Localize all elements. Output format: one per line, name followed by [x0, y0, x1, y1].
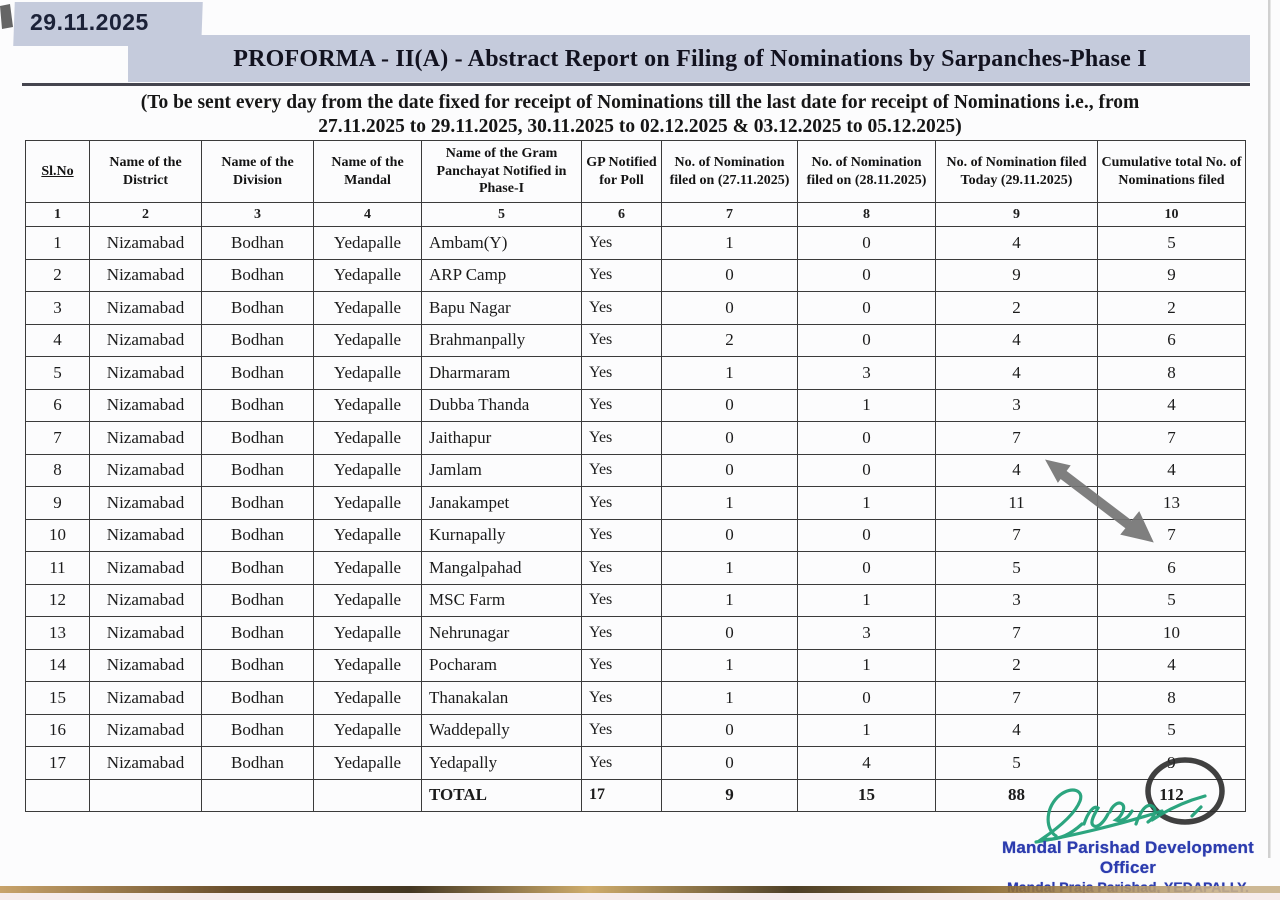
table-cell: Bodhan: [202, 324, 314, 357]
table-row: [26, 324, 1246, 357]
table-cell: Ambam(Y): [422, 227, 582, 260]
table-cell: Nizamabad: [90, 747, 202, 780]
table-cell: 0: [798, 682, 936, 715]
table-cell: 17: [582, 779, 662, 812]
column-number-cell: 10: [1098, 203, 1246, 227]
table-cell: Yedapalle: [314, 747, 422, 780]
scan-date: 29.11.2025: [30, 9, 149, 35]
table-cell: Yes: [582, 227, 662, 260]
table-cell: 0: [798, 552, 936, 585]
stamp-designation: Mandal Parishad Development Officer: [1002, 838, 1254, 877]
table-cell: Yes: [582, 649, 662, 682]
table-cell: Bodhan: [202, 227, 314, 260]
column-number-cell: 3: [202, 203, 314, 227]
table-cell: 7: [1098, 519, 1246, 552]
table-cell: 1: [662, 584, 798, 617]
table-row: [26, 487, 1246, 520]
table-cell: 3: [936, 584, 1098, 617]
table-cell: Yes: [582, 422, 662, 455]
table-cell: Bodhan: [202, 422, 314, 455]
table-cell: 1: [798, 487, 936, 520]
table-cell: 1: [662, 552, 798, 585]
table-cell: Nizamabad: [90, 714, 202, 747]
table-cell: Nizamabad: [90, 227, 202, 260]
table-cell: 12: [26, 584, 90, 617]
table-cell: 2: [936, 292, 1098, 325]
table-cell: 0: [798, 422, 936, 455]
table-cell: Bapu Nagar: [422, 292, 582, 325]
column-number-cell: 6: [582, 203, 662, 227]
table-cell: Yes: [582, 552, 662, 585]
table-cell: 6: [1098, 552, 1246, 585]
table-cell: 5: [1098, 227, 1246, 260]
table-cell: 7: [936, 519, 1098, 552]
table-cell: 1: [798, 714, 936, 747]
table-cell: Yes: [582, 584, 662, 617]
table-cell: 0: [798, 519, 936, 552]
table-cell: 1: [662, 682, 798, 715]
table-cell: Yes: [582, 324, 662, 357]
table-cell: Bodhan: [202, 519, 314, 552]
table-cell: Yedapalle: [314, 227, 422, 260]
table-cell: [90, 779, 202, 812]
table-cell: Nehrunagar: [422, 617, 582, 650]
table-cell: Dubba Thanda: [422, 389, 582, 422]
table-cell: 5: [1098, 714, 1246, 747]
column-number-cell: 1: [26, 203, 90, 227]
table-cell: 1: [798, 649, 936, 682]
table-cell: 4: [936, 227, 1098, 260]
table-cell: Nizamabad: [90, 682, 202, 715]
table-cell: Mangalpahad: [422, 552, 582, 585]
column-number-cell: 4: [314, 203, 422, 227]
table-cell: Bodhan: [202, 454, 314, 487]
table-cell: 0: [662, 389, 798, 422]
table-cell: Nizamabad: [90, 617, 202, 650]
table-cell: Bodhan: [202, 584, 314, 617]
table-cell: Dharmaram: [422, 357, 582, 390]
table-cell: Bodhan: [202, 357, 314, 390]
table-row: [26, 747, 1246, 780]
table-cell: 0: [798, 259, 936, 292]
table-cell: 0: [662, 422, 798, 455]
table-cell: Yedapalle: [314, 682, 422, 715]
table-cell: Yedapalle: [314, 714, 422, 747]
table-cell: 1: [662, 649, 798, 682]
table-cell: Yes: [582, 357, 662, 390]
table-cell: Nizamabad: [90, 422, 202, 455]
table-cell: 1: [798, 584, 936, 617]
table-cell: 17: [26, 747, 90, 780]
table-cell: Yedapalle: [314, 259, 422, 292]
table-cell: 11: [936, 487, 1098, 520]
table-cell: Yes: [582, 389, 662, 422]
table-cell: 4: [26, 324, 90, 357]
total-row: [26, 779, 1246, 812]
table-cell: 11: [26, 552, 90, 585]
table-cell: Yedapally: [422, 747, 582, 780]
column-header: No. of Nomination filed on (28.11.2025): [798, 141, 936, 203]
table-cell: Nizamabad: [90, 584, 202, 617]
table-cell: 3: [798, 617, 936, 650]
table-cell: Nizamabad: [90, 389, 202, 422]
table-cell: 4: [1098, 649, 1246, 682]
nominations-table: [25, 140, 1246, 812]
table-cell: TOTAL: [422, 779, 582, 812]
table-cell: 5: [936, 552, 1098, 585]
table-cell: Yedapalle: [314, 324, 422, 357]
table-row: [26, 422, 1246, 455]
table-cell: 6: [26, 389, 90, 422]
table-cell: Nizamabad: [90, 292, 202, 325]
table-cell: Nizamabad: [90, 259, 202, 292]
table-head: [26, 141, 1246, 227]
table-cell: 2: [26, 259, 90, 292]
table-cell: 1: [662, 487, 798, 520]
table-cell: 2: [1098, 292, 1246, 325]
column-number-row: [26, 203, 1246, 227]
table-cell: 0: [662, 292, 798, 325]
table-cell: Bodhan: [202, 682, 314, 715]
table-row: [26, 389, 1246, 422]
table-cell: Bodhan: [202, 747, 314, 780]
report-subtitle: [0, 91, 1280, 139]
table-row: [26, 682, 1246, 715]
column-number-cell: 7: [662, 203, 798, 227]
table-cell: 16: [26, 714, 90, 747]
table-cell: Yes: [582, 519, 662, 552]
table-cell: Jaithapur: [422, 422, 582, 455]
table-cell: 8: [1098, 357, 1246, 390]
table-cell: 0: [798, 292, 936, 325]
table-cell: Nizamabad: [90, 324, 202, 357]
table-row: [26, 714, 1246, 747]
table-cell: 1: [662, 227, 798, 260]
table-cell: 4: [1098, 389, 1246, 422]
table-cell: [314, 779, 422, 812]
table-cell: 0: [798, 454, 936, 487]
column-header: GP Notified for Poll: [582, 141, 662, 203]
column-number-cell: 9: [936, 203, 1098, 227]
table-cell: 1: [26, 227, 90, 260]
table-cell: 7: [936, 617, 1098, 650]
table-cell: Thanakalan: [422, 682, 582, 715]
table-cell: Brahmanpally: [422, 324, 582, 357]
table-cell: 13: [1098, 487, 1246, 520]
table-cell: 112: [1098, 779, 1246, 812]
table-cell: 4: [936, 714, 1098, 747]
table-cell: 0: [662, 747, 798, 780]
table-cell: Bodhan: [202, 552, 314, 585]
table-cell: 14: [26, 649, 90, 682]
table-cell: 3: [798, 357, 936, 390]
table-cell: Bodhan: [202, 617, 314, 650]
table-cell: ARP Camp: [422, 259, 582, 292]
table-cell: 1: [662, 357, 798, 390]
column-header: Name of the Gram Panchayat Notified in Phase-I: [422, 141, 582, 203]
table-cell: 2: [662, 324, 798, 357]
subtitle-line-1: (To be sent every day from the date fixed for receipt of Nominations till the last date for receipt of Nominations i.e., from: [140, 92, 1140, 113]
table-cell: Nizamabad: [90, 649, 202, 682]
table-cell: 0: [662, 617, 798, 650]
table-row: [26, 519, 1246, 552]
table-row: [26, 584, 1246, 617]
table-cell: Nizamabad: [90, 487, 202, 520]
table-cell: Nizamabad: [90, 454, 202, 487]
table-row: [26, 292, 1246, 325]
table-cell: 8: [26, 454, 90, 487]
column-header: Cumulative total No. of Nominations filed: [1098, 141, 1246, 203]
table-cell: Yedapalle: [314, 454, 422, 487]
table-cell: 9: [26, 487, 90, 520]
table-cell: Nizamabad: [90, 519, 202, 552]
column-number-cell: 5: [422, 203, 582, 227]
column-header: Name of the Division: [202, 141, 314, 203]
table-cell: 1: [798, 389, 936, 422]
table-cell: Yes: [582, 454, 662, 487]
subtitle-line-2: 27.11.2025 to 29.11.2025, 30.11.2025 to 02.12.2025 & 03.12.2025 to 05.12.2025): [318, 115, 962, 137]
table-cell: Yedapalle: [314, 584, 422, 617]
table-cell: 9: [662, 779, 798, 812]
table-cell: 3: [936, 389, 1098, 422]
table-row: [26, 454, 1246, 487]
table-cell: 0: [662, 519, 798, 552]
table-cell: 10: [1098, 617, 1246, 650]
table-cell: 3: [26, 292, 90, 325]
table-cell: Yedapalle: [314, 357, 422, 390]
table-row: [26, 357, 1246, 390]
column-number-cell: 2: [90, 203, 202, 227]
table-cell: 88: [936, 779, 1098, 812]
table-cell: 15: [798, 779, 936, 812]
table-cell: Bodhan: [202, 259, 314, 292]
table-cell: 2: [936, 649, 1098, 682]
table-cell: 0: [798, 324, 936, 357]
report-title: PROFORMA - II(A) - Abstract Report on Filing of Nominations by Sarpanches-Phase I: [233, 46, 1147, 72]
table-cell: Yedapalle: [314, 552, 422, 585]
table-cell: Bodhan: [202, 389, 314, 422]
table-cell: [26, 779, 90, 812]
table-cell: Yedapalle: [314, 487, 422, 520]
column-header: Name of the District: [90, 141, 202, 203]
table-cell: 15: [26, 682, 90, 715]
table-cell: Yes: [582, 617, 662, 650]
corner-mark: [0, 4, 13, 29]
table-cell: Yedapalle: [314, 617, 422, 650]
table-cell: Nizamabad: [90, 552, 202, 585]
table-cell: [202, 779, 314, 812]
table-cell: 0: [798, 227, 936, 260]
table-cell: 5: [1098, 584, 1246, 617]
table-cell: 5: [26, 357, 90, 390]
table-body: [26, 227, 1246, 812]
table-row: [26, 552, 1246, 585]
table-cell: Yes: [582, 487, 662, 520]
table-row: [26, 227, 1246, 260]
table-cell: Yedapalle: [314, 389, 422, 422]
header-row: [26, 141, 1246, 203]
page-edge-bottom-shadow: [0, 893, 1280, 900]
table-cell: Bodhan: [202, 292, 314, 325]
table-cell: 7: [26, 422, 90, 455]
table-cell: 13: [26, 617, 90, 650]
table-cell: 4: [936, 357, 1098, 390]
table-cell: 10: [26, 519, 90, 552]
table-cell: Yes: [582, 292, 662, 325]
table-row: [26, 617, 1246, 650]
table-cell: 8: [1098, 682, 1246, 715]
table-cell: 9: [936, 259, 1098, 292]
column-header: Name of the Mandal: [314, 141, 422, 203]
table-cell: 4: [798, 747, 936, 780]
table-cell: Nizamabad: [90, 357, 202, 390]
table-cell: 4: [936, 454, 1098, 487]
table-cell: 4: [1098, 454, 1246, 487]
table-cell: 6: [1098, 324, 1246, 357]
table-cell: 7: [936, 682, 1098, 715]
table-cell: Kurnapally: [422, 519, 582, 552]
column-header: No. of Nomination filed on (27.11.2025): [662, 141, 798, 203]
table-cell: 7: [936, 422, 1098, 455]
table-cell: Yes: [582, 714, 662, 747]
table-cell: 0: [662, 454, 798, 487]
table-cell: 7: [1098, 422, 1246, 455]
table-row: [26, 259, 1246, 292]
column-header: No. of Nomination filed Today (29.11.2025): [936, 141, 1098, 203]
table-cell: 4: [936, 324, 1098, 357]
table-cell: Bodhan: [202, 649, 314, 682]
table-cell: Waddepally: [422, 714, 582, 747]
table-cell: Janakampet: [422, 487, 582, 520]
column-number-cell: 8: [798, 203, 936, 227]
table-cell: Yes: [582, 747, 662, 780]
table-cell: Pocharam: [422, 649, 582, 682]
table-cell: Yes: [582, 259, 662, 292]
table-cell: Yedapalle: [314, 292, 422, 325]
title-underline: [22, 83, 1250, 86]
table-cell: 0: [662, 259, 798, 292]
table-cell: 9: [1098, 747, 1246, 780]
table-cell: Jamlam: [422, 454, 582, 487]
table-cell: 5: [936, 747, 1098, 780]
table-cell: Yedapalle: [314, 649, 422, 682]
table-row: [26, 649, 1246, 682]
table-cell: Bodhan: [202, 714, 314, 747]
table-cell: MSC Farm: [422, 584, 582, 617]
table-cell: 0: [662, 714, 798, 747]
table-cell: 9: [1098, 259, 1246, 292]
table-cell: Bodhan: [202, 487, 314, 520]
column-header: Sl.No: [26, 141, 90, 203]
table-cell: Yes: [582, 682, 662, 715]
table-cell: Yedapalle: [314, 519, 422, 552]
table-cell: Yedapalle: [314, 422, 422, 455]
